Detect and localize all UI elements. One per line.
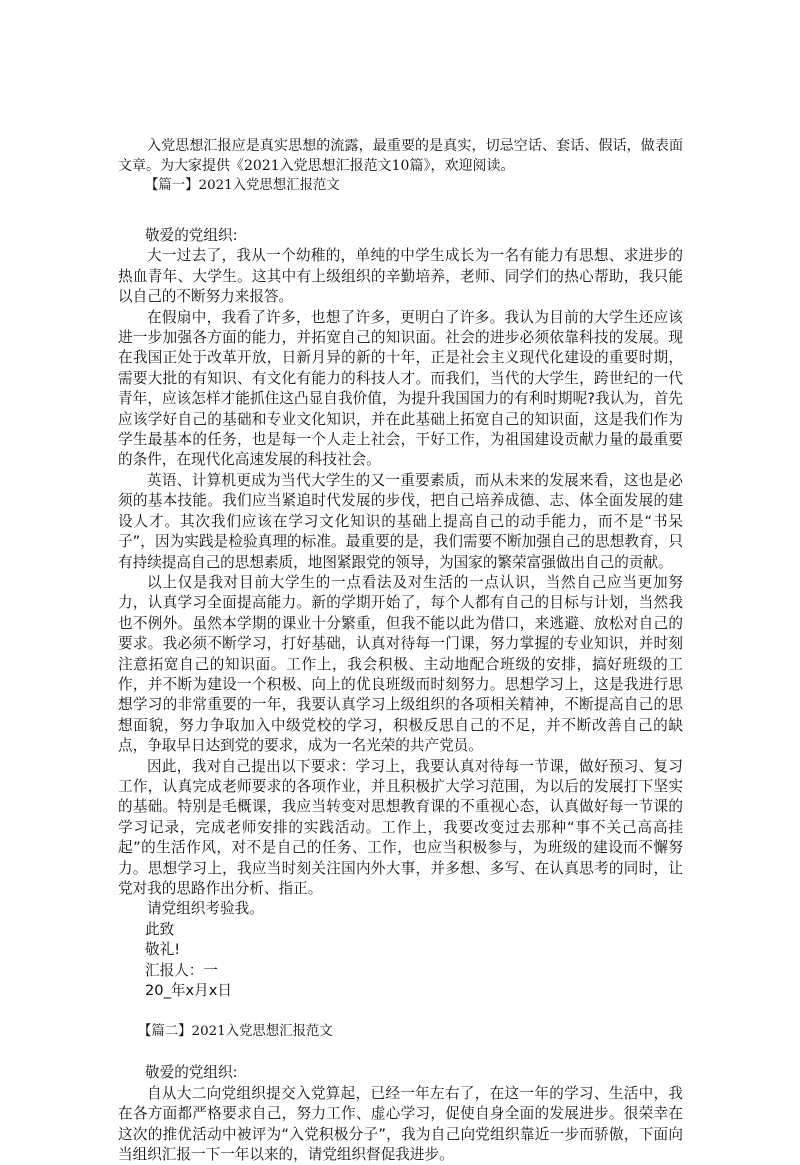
spacer [118,1001,683,1022]
body-paragraph: 英语、计算机更成为当代大学生的又一重要素质，而从未来的发展来看，这也是必须的基本技能。我们应当紧追时代发展的步伐，把自己培养成德、志、体全面发展的建设人才。其次我们应该在学习文化知识的基础上提高自己的动手能力，而不是“书呆子”，因为实践是检验真理的标准。最重要的是，我们需要不断加强自己的思想教育，只有持续提高自己的思想素质，地图紧跟党的领导，为国家的繁荣富强做出自己的贡献。 [118,471,683,571]
section-heading-part2: 【篇二】2021入党思想汇报范文 [138,1024,333,1040]
body-paragraph: 大一过去了，我从一个幼稚的，单纯的中学生成长为一名有能力有思想、求进步的热血青年、大学生。这其中有上级组织的辛勤培养，老师、同学们的热心帮助，我只能以自己的不断努力来报答。 [118,247,683,306]
closing-line: 敬礼! [145,941,181,959]
body-paragraph: 请党组织考验我。 [147,900,264,918]
date-line: 20_年x月x日 [145,982,232,1000]
body-paragraph: 因此，我对自己提出以下要求：学习上，我要认真对待每一节课，做好预习、复习工作，认真完成老师要求的各项作业，并且积极扩大学习范围，为以后的发展打下坚实的基础。特别是毛概课，我应当转变对思想教育课的不重视心态，认真做好每一节课的学习记录，完成老师安排的实践活动。工作上，我要改变过去那种“事不关己高高挂起”的生活作风，对不是自己的任务、工作，也应当积极参与，为班级的建设而不懈努力。思想学习上，我应当时刻关注国内外大事，并多想、多写、在认真思考的同时，让党对我的思路作出分析、指正。 [118,757,683,897]
intro-paragraph: 入党思想汇报应是真实思想的流露，最重要的是真实，切忌空话、套话、假话，做表面文章。为大家提供《2021入党思想汇报范文10篇》，欢迎阅读。 [118,138,683,174]
document-body [118,136,683,1165]
salutation-part2: 敬爱的党组织: [145,1064,238,1082]
body-paragraph: 以上仅是我对目前大学生的一点看法及对生活的一点认识，当然自己应当更加努力，认真学习全面提高能力。新的学期开始了，每个人都有自己的目标与计划，当然我也不例外。虽然本学期的课业十分繁重，但我不能以此为借口，来逃避、放松对自己的要求。我必须不断学习，打好基础，认真对待每一门课，努力掌握的专业知识，并时刻注意拓宽自己的知识面。工作上，我会积极、主动地配合班级的安排，搞好班级的工作，并不断为建设一个积极、向上的优良班级而时刻努力。思想学习上，这是我进行思想学习的非常重要的一年，我要认真学习上级组织的各项相关精神，不断提高自己的思想面貌，努力争取加入中级党校的学习，积极反思自己的不足，并不断改善自己的缺点，争取早日达到党的要求，成为一名光荣的共产党员。 [118,573,683,755]
reporter-line: 汇报人：一 [145,961,218,979]
body-paragraph: 在假扇中，我看了许多，也想了许多，更明白了许多。我认为目前的大学生还应该进一步加强各方面的能力，并拓宽自己的知识面。社会的进步必须依靠科技的发展。现在我国正处于改革开放，日新月异的新的十年，正是社会主义现代化建设的重要时期，需要大批的有知识、有文化有能力的科技人才。而我们，当代的大学生，跨世纪的一代青年，应该怎样才能抓住这凸显自我价值，为提升我国国力的有利时期呢?我认为，首先应该学好自己的基础和专业文化知识，并在此基础上拓宽自己的知识面，这是我们作为学生最基本的任务，也是每一个人走上社会，干好工作，为祖国建设贡献力量的最重要的条件，在现代化高速发展的科技社会。 [118,308,683,469]
spacer [118,196,683,226]
section-heading-part1: 【篇一】2021入党思想汇报范文 [145,178,340,193]
spacer [118,1042,683,1063]
salutation-part1: 敬爱的党组织: [145,227,238,244]
body-paragraph: 自从大二向党组织提交入党算起，已经一年左右了，在这一年的学习、生活中，我在各方面都严格要求自己，努力工作、虚心学习，促使自身全面的发展进步。很荣幸在这次的推优活动中被评为“入党积极分子”，我为自己向党组织靠近一步而骄傲，下面向当组织汇报一下一年以来的，请党组织督促我进步。 [118,1084,683,1164]
closing-line: 此致 [145,920,175,938]
